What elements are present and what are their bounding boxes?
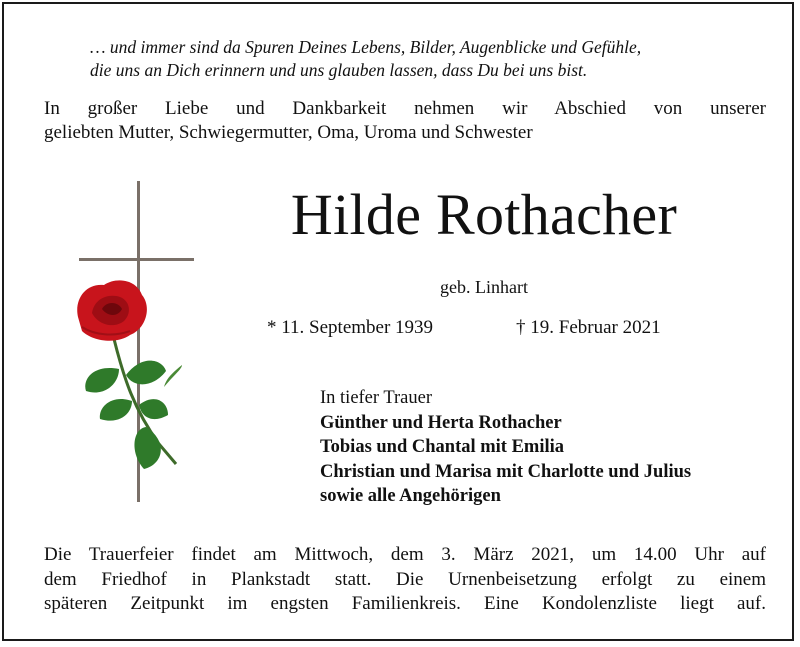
ceremony-line: dem Friedhof in Plankstadt statt. Die Urnenbeisetzung erfolgt zu einem [44, 568, 766, 590]
intro-line: geliebten Mutter, Schwiegermutter, Oma, Uroma und Schwester [44, 122, 533, 143]
ceremony-line: Die Trauerfeier findet am Mittwoch, dem 3. März 2021, um 14.00 Uhr auf [44, 544, 766, 565]
death-date: † 19. Februar 2021 [516, 317, 661, 338]
notice-frame [2, 2, 794, 641]
poem [90, 36, 641, 82]
birth-date: * 11. September 1939 [267, 317, 434, 338]
mourners-heading: In tiefer Trauer [320, 388, 432, 408]
cross-with-rose [64, 179, 194, 509]
mourner-line: sowie alle Angehörigen [320, 486, 501, 506]
birth-name: geb. Linhart [440, 277, 528, 297]
intro-text [44, 97, 766, 145]
poem-line: die uns an Dich erinnern und uns glauben lassen, dass Du bei uns bist. [90, 60, 588, 80]
mourner-line: Günther und Herta Rothacher [320, 412, 562, 433]
rose-icon [77, 280, 182, 469]
intro-line: In großer Liebe und Dankbarkeit nehmen wir Abschied von unserer [44, 98, 766, 119]
ceremony-info [44, 543, 766, 617]
ceremony-line: späteren Zeitpunkt im engsten Familienkreis. Eine Kondolenzliste liegt auf. [44, 593, 766, 614]
mourners-block [320, 386, 691, 509]
mourner-line: Tobias und Chantal mit Emilia [320, 437, 565, 457]
deceased-name: Hilde Rothacher [290, 182, 678, 247]
mourner-line: Christian und Marisa mit Charlotte und Julius [320, 461, 692, 482]
poem-line: … und immer sind da Spuren Deines Lebens, Bilder, Augenblicke und Gefühle, [90, 37, 642, 57]
